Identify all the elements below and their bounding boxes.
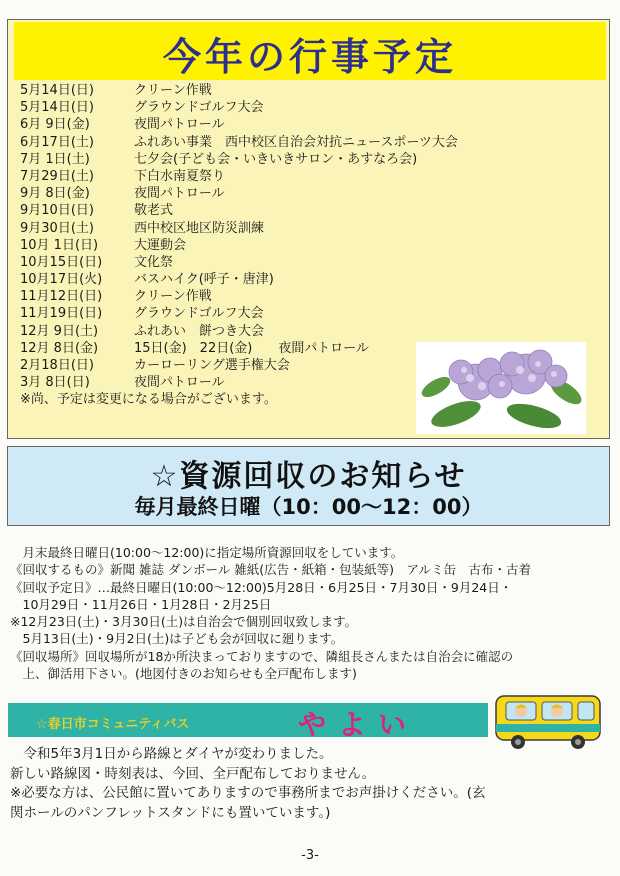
recycle-line: 月末最終日曜日(10:00〜12:00)に指定場所資源回収をしています。	[10, 545, 404, 560]
recycle-line: 《回収場所》回収場所が18か所決まっておりますので、隣組長さんまたは自治会に確認の	[10, 648, 514, 664]
event-list	[20, 82, 458, 408]
event-row	[20, 202, 458, 219]
bus-details	[10, 745, 610, 823]
event-name: グラウンドゴルフ大会	[134, 100, 264, 116]
event-row	[20, 185, 458, 202]
event-date: 5月14日(日)	[20, 83, 94, 98]
bus-line: 新しい路線図・時刻表は、今回、全戸配布しておりません。	[10, 765, 376, 782]
event-date: 9月 8日(金)	[20, 186, 90, 202]
bus-label: ☆春日市コミュニティバス	[36, 717, 190, 732]
recycle-line: 《回収するもの》新聞 雑誌 ダンボール 雑紙(広告・紙箱・包装紙等) アルミ缶 古布・古着	[10, 562, 532, 578]
recycle-line: 5月13日(土)・9月2日(土)は子ども会が回収に廻ります。	[10, 631, 344, 647]
event-row	[20, 134, 458, 151]
event-row	[20, 168, 458, 185]
event-name: 15日(金) 22日(金) 夜間パトロール	[134, 340, 369, 356]
event-date: 11月12日(日)	[20, 289, 103, 305]
event-name: ふれあい事業 西中校区自治会対抗ニュースポーツ大会	[134, 134, 458, 150]
event-date: 10月 1日(日)	[20, 237, 99, 253]
events-note: ※尚、予定は変更になる場合がございます。	[20, 392, 277, 408]
bus-line: 令和5年3月1日から路線とダイヤが変わりました。	[10, 746, 333, 762]
event-name: 下白水南夏祭り	[134, 168, 226, 184]
recycle-line: 《回収予定日》…最終日曜日(10:00〜12:00)5月28日・6月25日・7月30日・9月24日・	[10, 579, 513, 595]
event-name: クリーン作戦	[134, 83, 212, 98]
event-row	[20, 305, 458, 322]
event-name: 大運動会	[134, 237, 187, 253]
event-date: 12月 9日(土)	[20, 323, 99, 339]
event-row	[20, 99, 458, 116]
page-number: -3-	[301, 848, 319, 863]
event-name: 七夕会(子ども会・いきいきサロン・あすなろ会)	[134, 151, 418, 167]
recycle-title: ☆資源回収のお知らせ	[150, 459, 467, 494]
event-name: 文化祭	[134, 254, 174, 270]
event-row	[20, 116, 458, 133]
recycle-line: 上、御活用下さい。(地図付きのお知らせも全戸配布します)	[10, 666, 357, 682]
events-title-bar	[14, 22, 606, 80]
event-row	[20, 151, 458, 168]
event-row	[20, 323, 458, 340]
event-name: 西中校区地区防災訓練	[134, 220, 265, 236]
recycle-subtitle: 毎月最終日曜（10：00〜12：00）	[134, 495, 483, 519]
event-date: 3月 8日(日)	[20, 375, 90, 391]
event-date: 12月 8日(金)	[20, 340, 99, 356]
event-date: 11月19日(日)	[20, 306, 103, 322]
event-date: 10月15日(日)	[20, 254, 103, 270]
event-name: 夜間パトロール	[134, 186, 225, 202]
event-date: 6月17日(土)	[20, 134, 94, 150]
event-name: カーローリング選手権大会	[134, 358, 290, 373]
event-row	[20, 237, 458, 254]
events-title: 今年の行事予定	[162, 35, 457, 79]
event-date: 7月29日(土)	[20, 168, 94, 184]
event-row	[20, 288, 458, 305]
event-name: クリーン作戦	[134, 289, 212, 305]
event-row	[20, 357, 458, 374]
event-date: 6月 9日(金)	[20, 117, 90, 133]
bus-name: やよい	[298, 708, 419, 741]
event-name: 敬老式	[134, 203, 174, 219]
event-name: 夜間パトロール	[134, 375, 225, 391]
bus-icon	[492, 690, 604, 752]
recycle-section	[7, 446, 610, 526]
recycle-line: 10月29日・11月26日・1月28日・2月25日	[10, 596, 272, 612]
event-name: 夜間パトロール	[134, 117, 225, 133]
event-date: 7月 1日(土)	[20, 151, 90, 167]
event-date: 5月14日(日)	[20, 100, 94, 116]
event-row	[20, 254, 458, 271]
event-row	[20, 271, 458, 288]
bus-line: 関ホールのパンフレットスタンドにも置いています。)	[10, 804, 331, 821]
recycle-details	[10, 544, 610, 682]
event-date: 9月30日(土)	[20, 220, 94, 236]
event-date: 2月18日(日)	[20, 358, 94, 373]
event-name: グラウンドゴルフ大会	[134, 306, 264, 322]
events-section	[7, 19, 610, 439]
bus-header-bar	[8, 703, 488, 741]
event-name: ふれあい 餅つき大会	[134, 323, 265, 339]
bus-line: ※必要な方は、公民館に置いてありますので事務所までお声掛けください。(玄	[10, 785, 486, 801]
recycle-line: ※12月23日(土)・3月30日(土)は自治会で個別回収致します。	[10, 614, 358, 630]
event-row	[20, 374, 458, 391]
event-row	[20, 220, 458, 237]
event-row	[20, 82, 458, 99]
event-date: 10月17日(火)	[20, 272, 103, 288]
event-name: バスハイク(呼子・唐津)	[134, 272, 274, 288]
event-row	[20, 340, 458, 357]
event-date: 9月10日(日)	[20, 203, 94, 219]
hydrangea-illustration	[416, 342, 586, 434]
